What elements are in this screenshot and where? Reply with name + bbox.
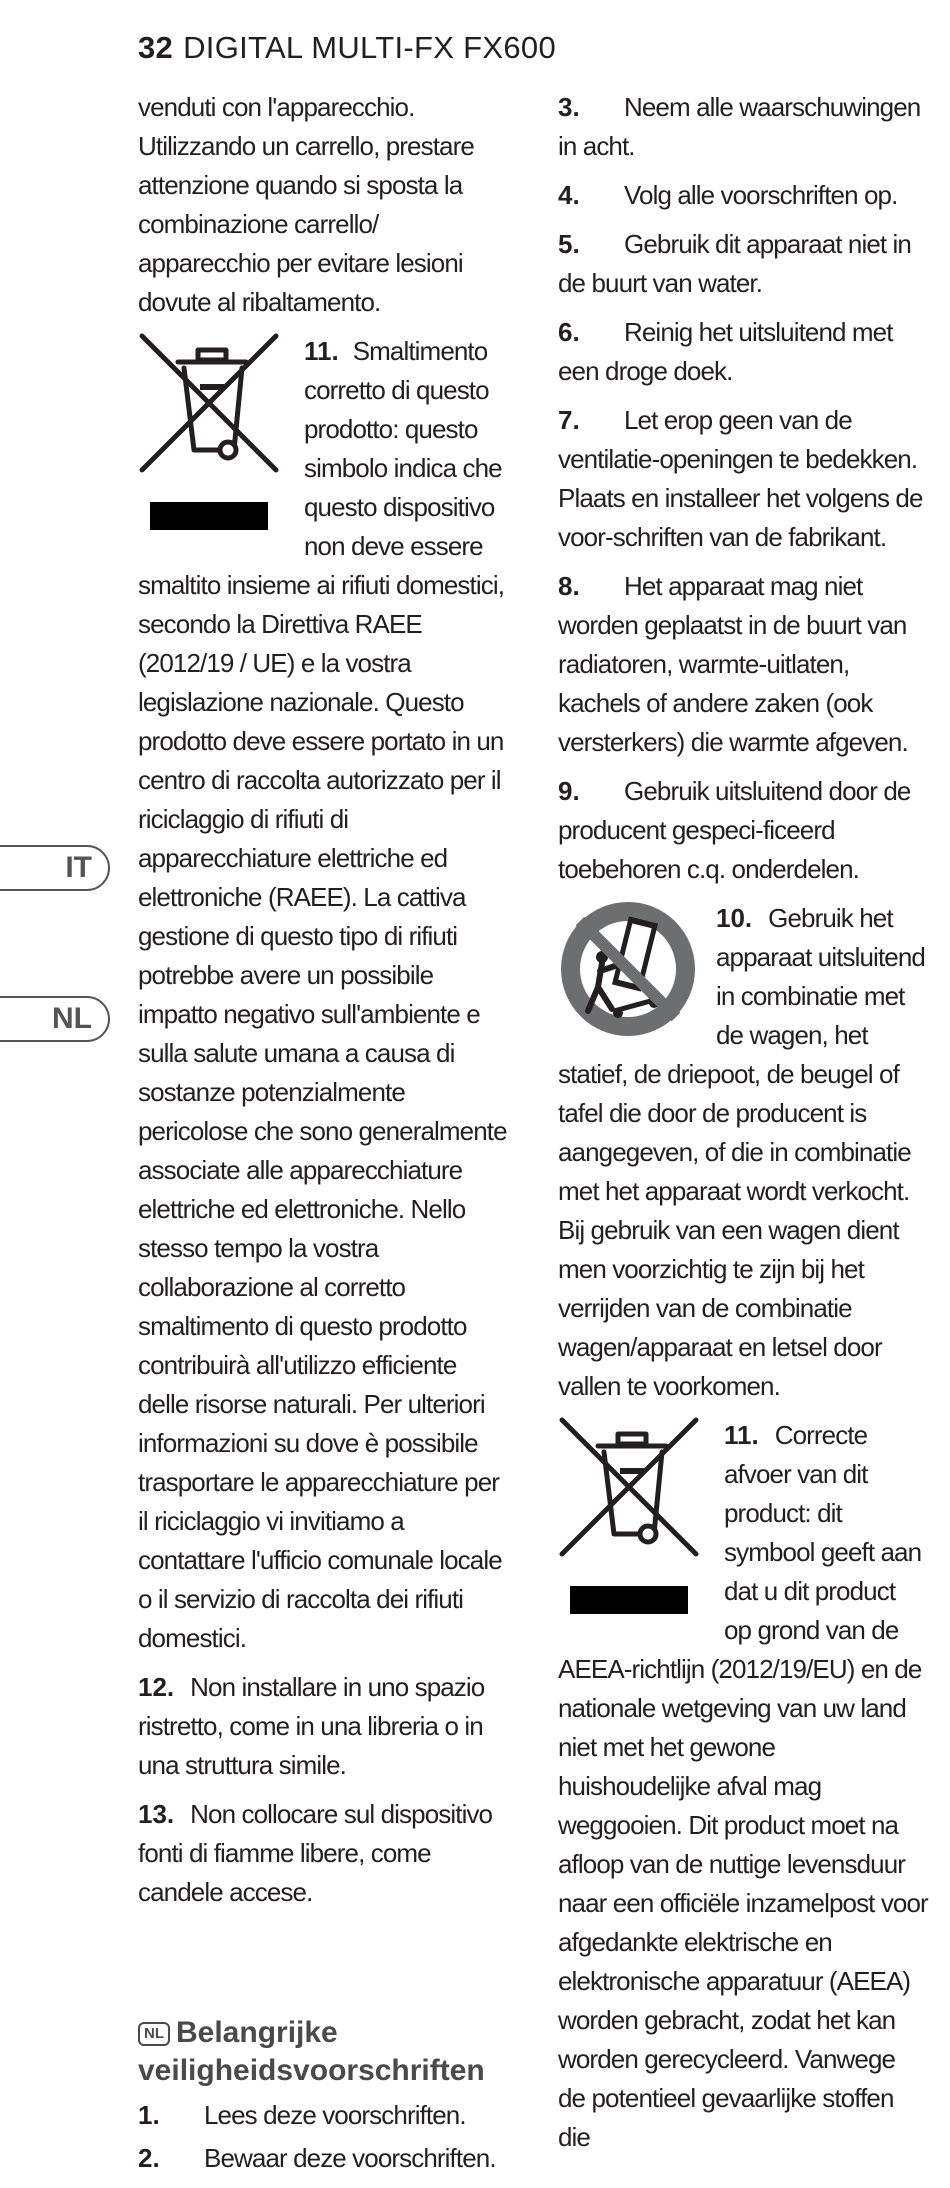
item-number: 11. — [724, 1420, 759, 1450]
item-text: Non collocare sul dispositivo fonti di fiamme libere, come candele accese. — [138, 1799, 493, 1907]
nl-item-6 — [558, 313, 928, 391]
item-number: 4. — [558, 180, 580, 210]
item-text: Correcte afvoer van dit product: dit symbool geeft aan dat u dit product op grond van de AEEA-richtlijn (2012/19/EU) en de nationale wetgeving van uw land niet met het gewone huishoudelijke afval mag weggooien. Dit product moet na afloop van de nuttige levensduur naar een officiële inzamelpost voor afgedankte elektrische en elektronische apparatuur (AEEA) worden gebracht, zodat het kan worden gerecycleerd. Vanwege de potentieel gevaarlijke stoffen die — [558, 1420, 928, 2152]
weee-bin-icon — [558, 1416, 708, 1621]
item-number: 13. — [138, 1799, 175, 1829]
item-text: Lees deze voorschriften. — [204, 2100, 466, 2130]
it-item-11 — [138, 332, 508, 1658]
it-item-13 — [138, 1795, 508, 1912]
item-number: 10. — [716, 903, 753, 933]
item-number: 2. — [138, 2143, 160, 2173]
page-header — [138, 30, 556, 66]
item-text: Volg alle voorschriften op. — [624, 180, 898, 210]
intro-paragraph: venduti con l'apparecchio. Utilizzando un carrello, prestare attenzione quando si sposta la combinazione carrello/ apparecchio per evitare lesioni dovute al ribaltamento. — [138, 92, 474, 317]
nl-item-4 — [558, 176, 928, 215]
item-text: Smaltimento corretto di questo prodotto: questo simbolo indica che questo dispositivo non deve essere smaltito insieme ai rifiuti domestici, secondo la Direttiva RAEE (2012/19 / UE) e la vostra legislazione nazionale. Questo prodotto deve essere portato in un centro di raccolta autorizzato per il riciclaggio di rifiuti di apparecchiature elettriche ed elettroniche (RAEE). La cattiva gestione di questo tipo di rifiuti potrebbe avere un possibile impatto negativo sull'ambiente e sulla salute umana a causa di sostanze potenzialmente pericolose che sono generalmente associate alle apparecchiature elettriche ed elettroniche. Nello stesso tempo la vostra collaborazione al corretto smaltimento di questo prodotto contribuirà all'utilizzo efficiente delle risorse naturali. Per ulteriori informazioni su dove è possibile trasportare le apparecchiature per il riciclaggio vi invitiamo a contattare l'ufficio comunale locale o il servizio di raccolta dei rifiuti domestici. — [138, 336, 507, 1653]
item-text: Reinig het uitsluitend met een droge doek. — [558, 317, 893, 386]
item-number: 3. — [558, 92, 580, 122]
nl-item-11 — [558, 1416, 928, 2157]
right-column — [558, 88, 928, 2167]
page-number: 32 — [138, 30, 174, 65]
item-text: Gebruik dit apparaat niet in de buurt van water. — [558, 229, 911, 298]
item-text: Non installare in uno spazio ristretto, come in una libreria o in una struttura simile. — [138, 1672, 485, 1780]
language-tab-it[interactable]: IT — [0, 845, 110, 891]
nl-item-3 — [558, 88, 928, 166]
item-number: 11. — [304, 336, 339, 366]
nl-item-8 — [558, 567, 928, 762]
item-number: 5. — [558, 229, 580, 259]
item-number: 6. — [558, 317, 580, 347]
item-text: Het apparaat mag niet worden geplaatst in de buurt van radiatoren, warmte-uitlaten, kachels of andere zaken (ook versterkers) die warmte afgeven. — [558, 571, 908, 757]
item-number: 1. — [138, 2100, 160, 2130]
left-column — [138, 88, 508, 2188]
nl-item-10 — [558, 899, 928, 1406]
nl-item-7 — [558, 401, 928, 557]
item-text: Bewaar deze voorschriften. — [204, 2143, 496, 2173]
nl-item-9 — [558, 772, 928, 889]
it-item-12 — [138, 1668, 508, 1785]
item-number: 7. — [558, 405, 580, 435]
nl-item-2 — [138, 2139, 508, 2178]
nl-item-1 — [138, 2096, 508, 2135]
page-title: DIGITAL MULTI-FX FX600 — [183, 30, 557, 65]
item-text: Neem alle waarschuwingen in acht. — [558, 92, 921, 161]
item-number: 9. — [558, 776, 580, 806]
item-text: Gebruik uitsluitend door de producent gespeci-ficeerd toebehoren c.q. onderdelen. — [558, 776, 911, 884]
cart-warning-icon — [558, 899, 700, 1041]
item-text: Gebruik het apparaat uitsluitend in combinatie met de wagen, het statief, de driepoot, de beugel of tafel die door de producent is aangegeven, of die in combinatie met het apparaat wordt verkocht. Bij gebruik van een wagen dient men voorzichtig te zijn bij het verrijden van de combinatie wagen/apparaat en letsel door vallen te voorkomen. — [558, 903, 925, 1401]
nl-badge: NL — [138, 2022, 170, 2046]
language-tab-nl[interactable]: NL — [0, 996, 110, 1042]
weee-bin-icon — [138, 332, 288, 537]
nl-section-title: Belangrijke veiligheidsvoorschriften — [138, 2016, 485, 2087]
nl-item-5 — [558, 225, 928, 303]
item-number: 8. — [558, 571, 580, 601]
item-text: Let erop geen van de ventilatie-openingen te bedekken. Plaats en installeer het volgens de voor-schriften van de fabrikant. — [558, 405, 923, 552]
nl-section-heading — [138, 2014, 508, 2090]
item-number: 12. — [138, 1672, 175, 1702]
